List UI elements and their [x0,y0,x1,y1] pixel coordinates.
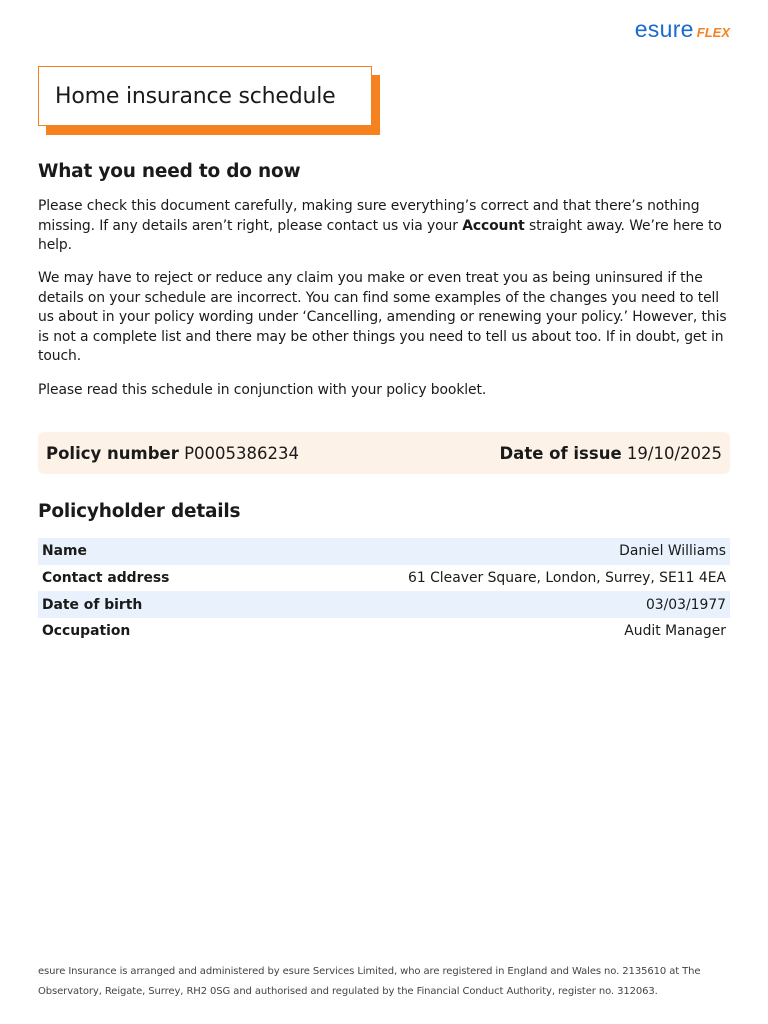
page-title: Home insurance schedule [55,83,336,109]
policy-number-value: P0005386234 [184,443,300,463]
todo-heading: What you need to do now [38,161,301,182]
row-label: Name [38,538,241,565]
policyholder-table [38,538,730,645]
footer-line-2: Observatory, Reigate, Surrey, RH2 0SG and authorised and regulated by the Financial Conduct Authority, register no. 312063. [38,986,658,997]
todo-paragraph-1 [38,197,728,256]
policy-number-label: Policy number [46,443,179,463]
logo-flex-text: FLEX [696,25,730,40]
row-label: Date of birth [38,591,241,618]
date-of-issue-group [499,444,722,463]
table-row [38,565,730,592]
date-of-issue-label: Date of issue [499,443,622,463]
date-of-issue-value: 19/10/2025 [626,443,722,463]
logo-esure-text: esure [634,16,694,42]
table-row [38,538,730,565]
policy-info-bar [38,432,730,474]
todo-paragraph-3: Please read this schedule in conjunction with your policy booklet. [38,382,487,398]
footer-line-1: esure Insurance is arranged and administered by esure Services Limited, who are registered in England and Wales no. 2135610 at The [38,966,701,977]
row-value: Daniel Williams [241,538,730,565]
table-row [38,591,730,618]
todo-para1-start: Please check this document carefully, making sure everything’s correct and that there’s nothing missing. If any details aren’t right, please contact us via your [38,198,700,234]
row-value: Audit Manager [624,623,726,640]
row-label: Contact address [42,570,170,587]
title-box-frame [38,66,372,126]
policy-number-group [46,444,299,463]
todo-paragraph-2: We may have to reject or reduce any claim you make or even treat you as being uninsured if the details on your schedule are incorrect. You can find some examples of the changes you need to tell us about in your policy wording under ‘Cancelling, amending or renewing your policy.’ However, this is not a complete list and there may be other things you need to tell us about too. If in doubt, get in touch. [38,270,727,364]
account-link-text: Account [462,217,525,234]
row-value: 61 Cleaver Square, London, Surrey, SE11 4EA [408,570,726,587]
policyholder-heading: Policyholder details [38,501,241,522]
legal-footer [38,962,730,1002]
row-value: 03/03/1977 [241,591,730,618]
esure-flex-logo [635,16,730,43]
title-box [38,66,372,126]
table-row [38,618,730,645]
todo-para1-end: straight away. We’re here to help. [38,217,722,253]
row-label: Occupation [42,623,131,640]
